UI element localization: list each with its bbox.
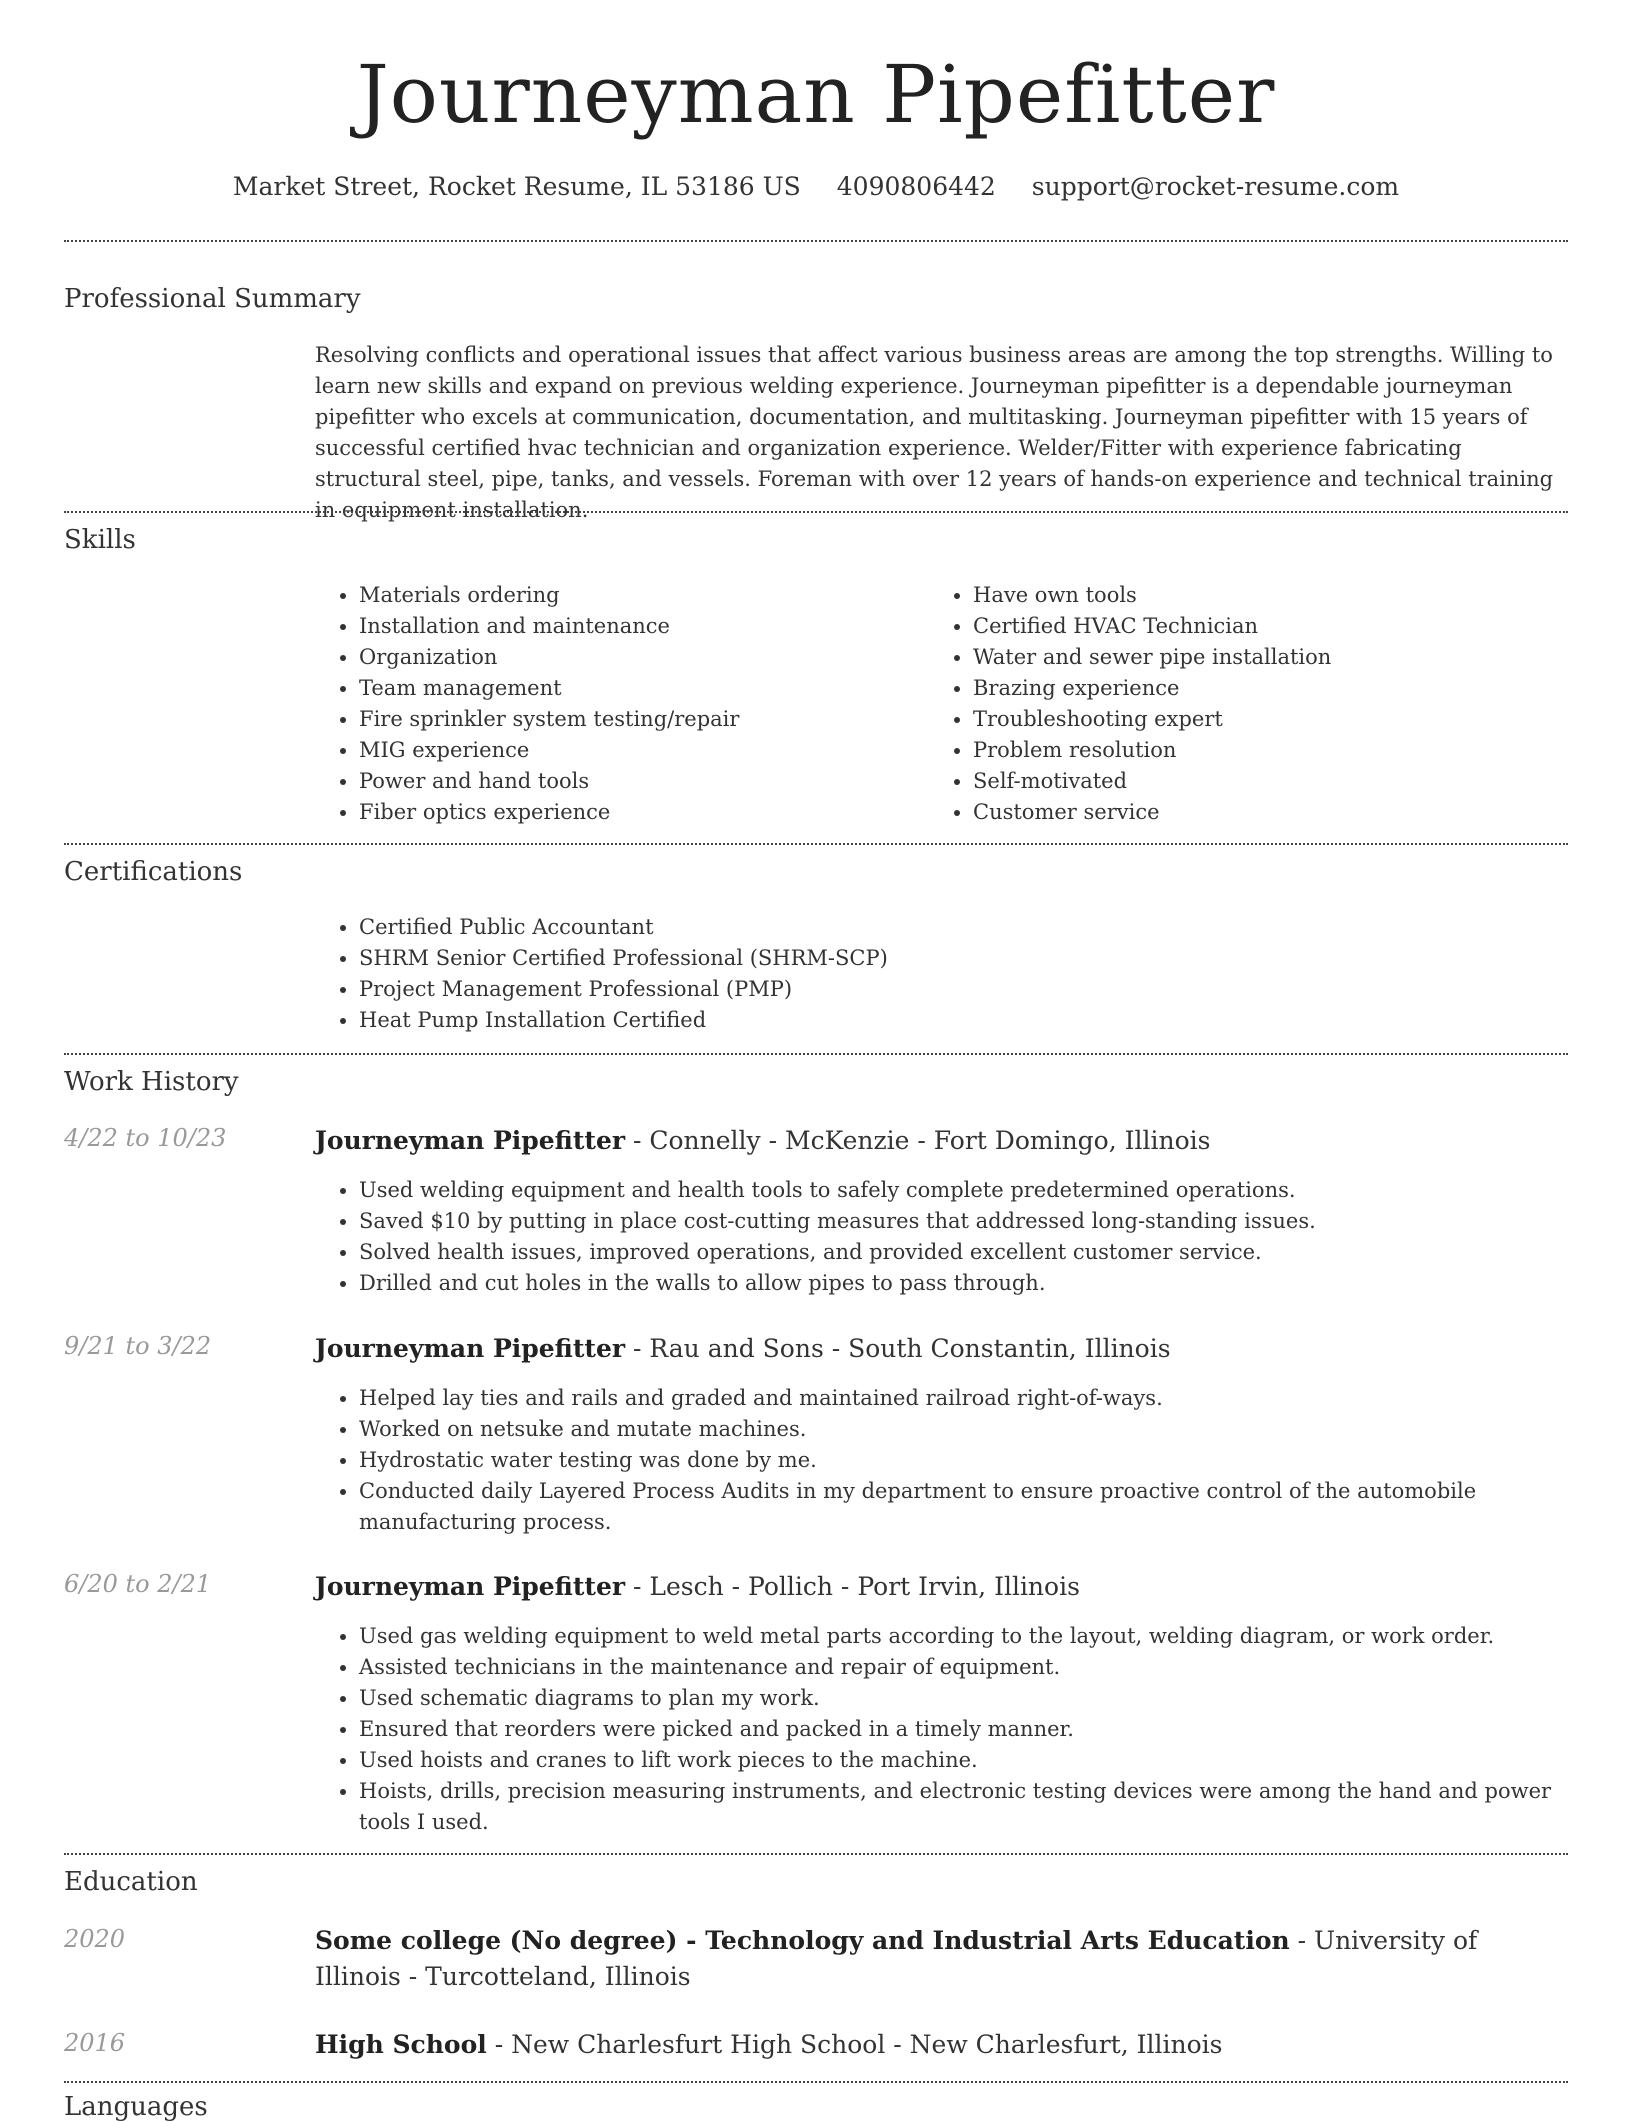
certifications-list [315,912,1565,1036]
job-bullet: • Used schematic diagrams to plan my work. [359,1683,1565,1714]
job-role: Journeyman Pipefitter [315,1126,626,1155]
skill-item: • Power and hand tools [359,766,915,797]
education-school: - New Charlesfurt High School - New Charlesfurt, Illinois [486,2030,1223,2059]
education-year: 2016 [64,2029,126,2057]
section-divider [64,511,1568,513]
job-bullet: • Used welding equipment and health tools to safely complete predetermined operations. [359,1175,1565,1206]
job-employer: - Connelly - McKenzie - Fort Domingo, Illinois [625,1126,1211,1155]
job-bullet: • Used gas welding equipment to weld metal parts according to the layout, welding diagram, or work order. [359,1621,1565,1652]
certifications-heading: Certifications [64,857,243,887]
skill-item: • Have own tools [973,580,1529,611]
job-bullet: • Hoists, drills, precision measuring instruments, and electronic testing devices were among the hand and power tools I used. [359,1776,1565,1838]
education-degree: High School [315,2030,487,2059]
job-dates: 6/20 to 2/21 [64,1570,212,1598]
job-bullets [315,1383,1565,1538]
job-bullet: • Solved health issues, improved operations, and provided excellent customer service. [359,1237,1565,1268]
certification-item: • SHRM Senior Certified Professional (SHRM-SCP) [359,943,1565,974]
job-title [315,1123,1565,1159]
skill-item: • MIG experience [359,735,915,766]
skills-right-column [929,580,1529,828]
education-heading: Education [64,1867,198,1897]
education-school: - University of Illinois - Turcotteland, Illinois [315,1926,1478,1991]
job-title [315,1331,1565,1367]
section-divider [64,1853,1568,1855]
languages-heading: Languages [64,2092,208,2122]
email: support@rocket-resume.com [1031,172,1400,201]
section-divider [64,2081,1568,2083]
job-employer: - Rau and Sons - South Constantin, Illinois [625,1334,1171,1363]
skills-heading: Skills [64,525,136,555]
education-entry [315,1923,1565,1995]
job-role: Journeyman Pipefitter [315,1334,626,1363]
summary-heading: Professional Summary [64,284,361,314]
job-bullet: • Helped lay ties and rails and graded and maintained railroad right-of-ways. [359,1383,1565,1414]
skill-item: • Team management [359,673,915,704]
job-employer: - Lesch - Pollich - Port Irvin, Illinois [625,1572,1080,1601]
phone: 4090806442 [836,172,996,201]
job-dates: 9/21 to 3/22 [64,1332,212,1360]
section-divider [64,843,1568,845]
job-bullet: • Assisted technicians in the maintenance and repair of equipment. [359,1652,1565,1683]
job-title [315,1569,1565,1605]
skill-item: • Installation and maintenance [359,611,915,642]
skill-item: • Water and sewer pipe installation [973,642,1529,673]
contact-line [0,172,1632,201]
address: Market Street, Rocket Resume, IL 53186 US [232,172,801,201]
skill-item: • Troubleshooting expert [973,704,1529,735]
job-dates: 4/22 to 10/23 [64,1124,227,1152]
skills-left-column [315,580,915,828]
job-bullet: • Used hoists and cranes to lift work pieces to the machine. [359,1745,1565,1776]
job-bullets [315,1175,1565,1299]
work-history-heading: Work History [64,1067,239,1097]
job-role: Journeyman Pipefitter [315,1572,626,1601]
job-bullet: • Saved $10 by putting in place cost-cutting measures that addressed long-standing issues. [359,1206,1565,1237]
certification-item: • Certified Public Accountant [359,912,1565,943]
job-bullet: • Conducted daily Layered Process Audits in my department to ensure proactive control of the automobile manufacturing process. [359,1476,1565,1538]
skill-item: • Materials ordering [359,580,915,611]
skill-item: • Fiber optics experience [359,797,915,828]
job-bullet: • Ensured that reorders were picked and packed in a timely manner. [359,1714,1565,1745]
skill-item: • Problem resolution [973,735,1529,766]
skill-item: • Certified HVAC Technician [973,611,1529,642]
education-degree: Some college (No degree) - Technology and Industrial Arts Education [315,1926,1290,1955]
section-divider [64,1053,1568,1055]
resume-name: Journeyman Pipefitter [356,48,1276,141]
skill-item: • Brazing experience [973,673,1529,704]
skill-item: • Fire sprinkler system testing/repair [359,704,915,735]
skill-item: • Organization [359,642,915,673]
skill-item: • Self-motivated [973,766,1529,797]
section-divider [64,240,1568,242]
skill-item: • Customer service [973,797,1529,828]
certification-item: • Project Management Professional (PMP) [359,974,1565,1005]
summary-text: Resolving conflicts and operational issues that affect various business areas are among the top strengths. Willing to learn new skills and expand on previous welding experience. Journeyman pipefitter is a dependable journeyman pipefitter who excels at communication, documentation, and multitasking. Journeyman pipefitter with 15 years of successful certified hvac technician and organization experience. Welder/Fitter with experience fabricating structural steel, pipe, tanks, and vessels. Foreman with over 12 years of hands-on experience and technical training in equipment installation. [315,343,1554,522]
education-entry [315,2027,1565,2063]
job-bullet: • Worked on netsuke and mutate machines. [359,1414,1565,1445]
education-year: 2020 [64,1925,126,1953]
job-bullet: • Drilled and cut holes in the walls to allow pipes to pass through. [359,1268,1565,1299]
job-bullets [315,1621,1565,1838]
certification-item: • Heat Pump Installation Certified [359,1005,1565,1036]
job-bullet: • Hydrostatic water testing was done by me. [359,1445,1565,1476]
